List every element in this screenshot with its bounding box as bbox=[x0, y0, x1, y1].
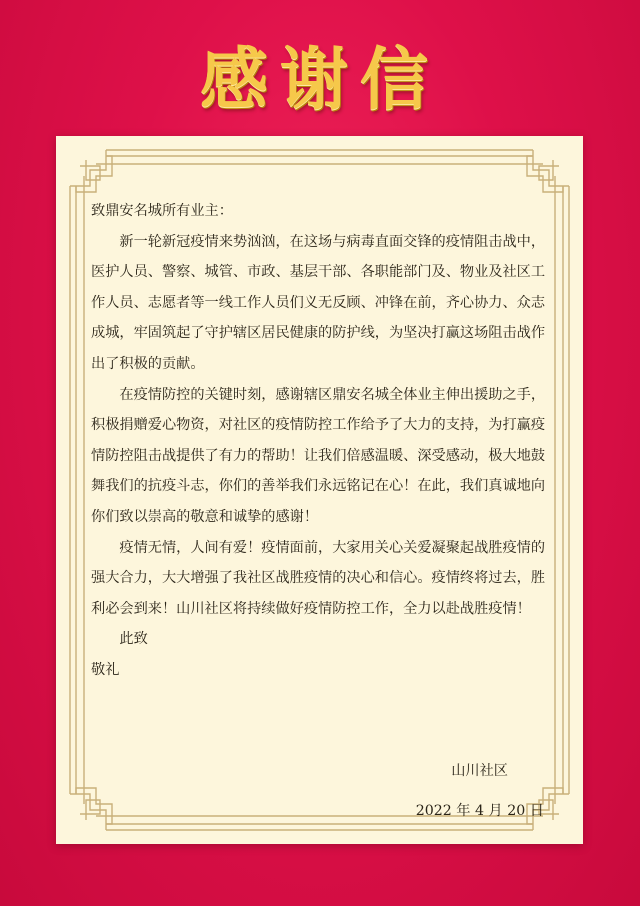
letter-paragraph-1: 新一轮新冠疫情来势汹汹，在这场与病毒直面交锋的疫情阻击战中，医护人员、警察、城管、市政、基层干部、各职能部门及、物业及社区工作人员、志愿者等一线工作人员们义无反顾、冲锋在前，齐心协力、众志成城，牢固筑起了守护辖区居民健康的防护线，为坚决打赢这场阻击战作出了积极的贡献。 bbox=[91, 233, 546, 372]
letter-closing-2: 敬礼 bbox=[91, 661, 120, 678]
letter-body bbox=[91, 196, 551, 686]
letter-signature: 山川社区 bbox=[451, 763, 508, 779]
letter-salutation: 致鼎安名城所有业主： bbox=[91, 203, 233, 219]
letter-paragraph-3: 疫情无情，人间有爱！疫情面前，大家用关心关爱凝聚起战胜疫情的强大合力，大大增强了我社区战胜疫情的决心和信心。疫情终将过去，胜利必会到来！山川社区将持续做好疫情防控工作，全力以赴战胜疫情！ bbox=[91, 539, 546, 617]
letter-date: 2022 年 4 月 20 日 bbox=[415, 803, 544, 819]
letter-paragraph-2: 在疫情防控的关键时刻，感谢辖区鼎安名城全体业主伸出援助之手，积极捐赠爱心物资，对社区的疫情防控工作给予了大力的支持，为打赢疫情防控阻击战提供了有力的帮助！让我们倍感温暖、深受感动，极大地鼓舞我们的抗疫斗志，你们的善举我们永远铭记在心！在此，我们真诚地向你们致以崇高的敬意和诚挚的感谢！ bbox=[91, 386, 546, 525]
letter-title: 感谢信 bbox=[199, 40, 440, 120]
letter-closing-1: 此致 bbox=[119, 631, 148, 648]
letter-paper bbox=[56, 136, 583, 844]
